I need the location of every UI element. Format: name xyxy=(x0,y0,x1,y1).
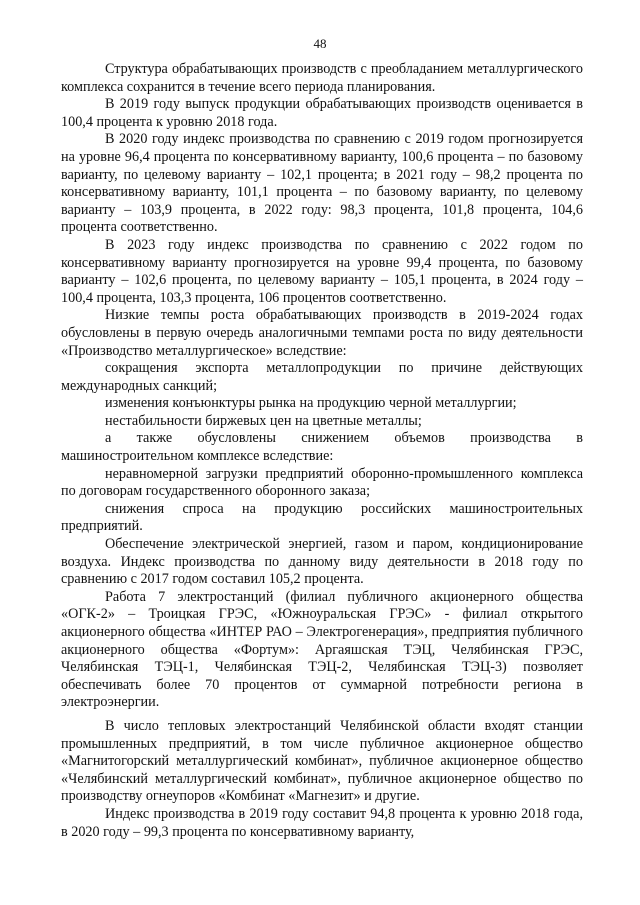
paragraph: В 2020 году индекс производства по сравнению с 2019 годом прогнозируется на уровне 96,4 процента по консервативному варианту, 100,6 процента – по базовому варианту, по целевому варианту – 102,1 процента; в 2021 году – 98,2 процента по консервативному варианту, 101,1 процента – по базовому варианту, по целевому варианту – 103,9 процента, в 2022 году: 98,3 процента, 101,8 процента, 104,6 процента соответственно. xyxy=(61,131,583,236)
paragraph: Низкие темпы роста обрабатывающих производств в 2019-2024 годах обусловлены в первую очередь аналогичными темпами роста по виду деятельности «Производство металлургическое» вследствие: xyxy=(61,307,583,359)
paragraph: В 2019 году выпуск продукции обрабатывающих производств оценивается в 100,4 процента к уровню 2018 года. xyxy=(61,96,583,130)
paragraph: сокращения экспорта металлопродукции по причине действующих международных санкций; xyxy=(61,360,583,394)
paragraph: В 2023 году индекс производства по сравнению с 2022 годом по консервативному варианту прогнозируется на уровне 99,4 процента, по базовому варианту – 102,6 процента, по целевому варианту – 105,1 процента, в 2024 году – 100,4 процента, 103,3 процента, 106 процентов соответственно. xyxy=(61,236,583,306)
paragraph: Индекс производства в 2019 году составит 94,8 процента к уровню 2018 года, в 2020 году – 99,3 процента по консервативному варианту, xyxy=(61,805,583,840)
paragraph: В число тепловых электростанций Челябинской области входят станции промышленных предприятий, в том числе публичное акционерное общество «Магнитогорский металлургический комбинат», публичное акционерное общество «Челябинский металлургический комбинат», публичное акционерное общество по производству огнеупоров «Комбинат «Магнезит» и другие. xyxy=(61,717,583,805)
paragraph: изменения конъюнктуры рынка на продукцию черной металлургии; xyxy=(105,395,517,412)
paragraph: а также обусловлены снижением объемов производства в машиностроительном комплексе вследствие: xyxy=(61,430,583,465)
paragraph: нестабильности биржевых цен на цветные металлы; xyxy=(105,412,422,429)
document-body xyxy=(61,61,583,841)
paragraph: неравномерной загрузки предприятий оборонно-промышленного комплекса по договорам государственного оборонного заказа; xyxy=(61,465,583,500)
paragraph: Структура обрабатывающих производств с преобладанием металлургического комплекса сохранится в течение всего периода планирования. xyxy=(61,61,583,95)
paragraph: снижения спроса на продукцию российских машиностроительных предприятий. xyxy=(61,500,583,535)
page-number: 48 xyxy=(313,36,327,51)
paragraph: Обеспечение электрической энергией, газом и паром, кондиционирование воздуха. Индекс производства по данному виду деятельности в 2018 году по сравнению с 2017 годом составил 105,2 процента. xyxy=(61,536,583,588)
paragraph: Работа 7 электростанций (филиал публичного акционерного общества «ОГК-2» – Троицкая ГРЭС, «Южноуральская ГРЭС» - филиал открытого акционерного общества «ИНТЕР РАО – Электрогенерация», предприятия публичного акционерного общества «Фортум»: Аргаяшская ТЭЦ, Челябинская ГРЭС, Челябинская ТЭЦ-1, Челябинская ТЭЦ-2, Челябинская ТЭЦ-3) позволяет обеспечивать более 70 процентов от суммарной потребности региона в электроэнергии. xyxy=(61,588,583,711)
